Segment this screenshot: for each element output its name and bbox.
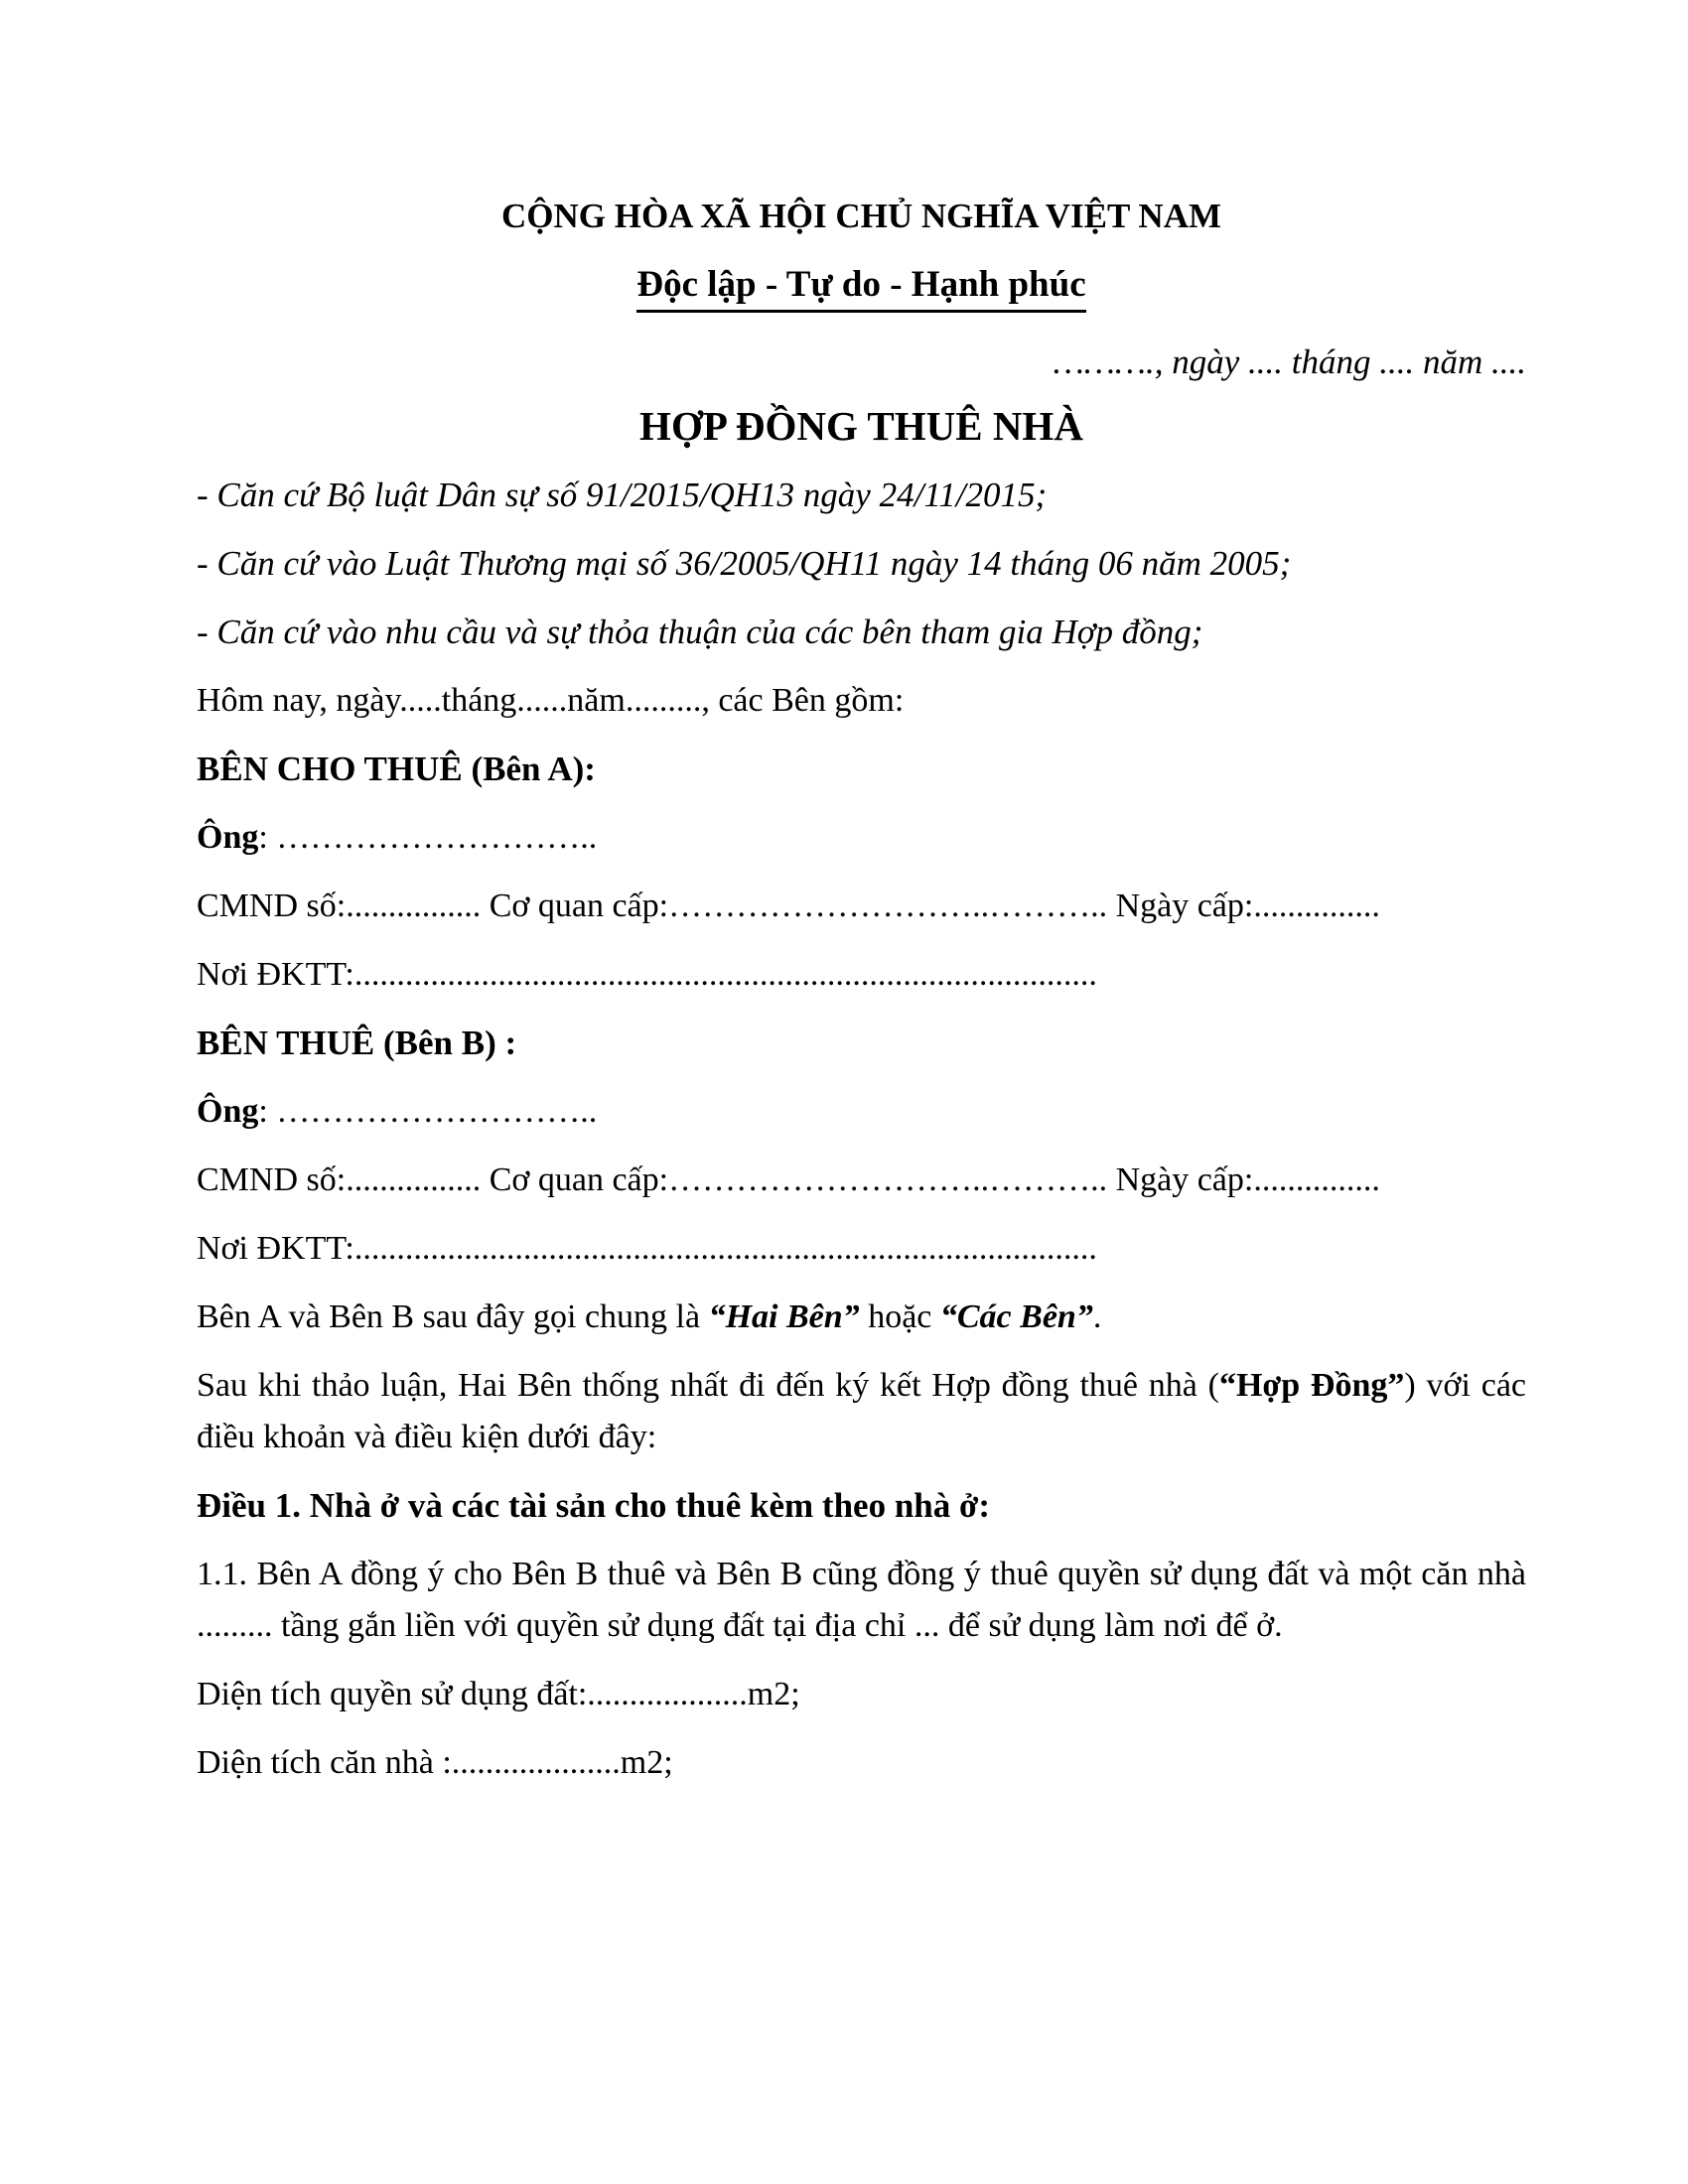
party-b-name-line [197,1086,1526,1138]
article-1-clause-1-1: 1.1. Bên A đồng ý cho Bên B thuê và Bên B cũng đồng ý thuê quyền sử dụng đất và một căn nhà ......... tầng gắn liền với quyền sử dụng đất tại địa chỉ ... để sử dụng làm nơi để ở. [197,1556,1526,1644]
definition-text-3: . [1092,1298,1102,1335]
party-b-name-blank: : ……………………….. [258,1093,598,1130]
intro-date-line: Hôm nay, ngày.....tháng......năm........., các Bên gồm: [197,682,905,719]
national-title: CỘNG HÒA XÃ HỘI CHỦ NGHĨA VIỆT NAM [500,197,1222,235]
motto-line [197,260,1526,313]
agreement-text-2: ) với các điều khoản và điều kiện dưới đây: [197,1367,1526,1455]
date-line: ………., ngày .... tháng .... năm .... [1053,342,1526,381]
agreement-text-1: Sau khi thảo luận, Hai Bên thống nhất đi đến ký kết Hợp đồng thuê nhà ( [197,1367,1219,1404]
definition-cac-ben: “Các Bên” [939,1298,1093,1335]
house-area-line: Diện tích căn nhà :....................m2; [197,1744,673,1781]
document-title: HỢP ĐỒNG THUÊ NHÀ [639,403,1083,449]
parties-definition-line [197,1292,1526,1343]
land-area-line: Diện tích quyền sử dụng đất:...................m2; [197,1676,800,1712]
party-a-residence-line: Nơi ĐKTT:........................................................................................ [197,956,1097,993]
party-a-heading: BÊN CHO THUÊ (Bên A): [197,750,596,788]
party-a-name-line [197,812,1526,864]
party-b-residence-line: Nơi ĐKTT:........................................................................................ [197,1230,1097,1267]
party-a-id-line: CMND số:................ Cơ quan cấp:………………………..……….. Ngày cấp:............... [197,887,1380,924]
party-b-heading: BÊN THUÊ (Bên B) : [197,1024,517,1062]
article-1-heading: Điều 1. Nhà ở và các tài sản cho thuê kèm theo nhà ở: [197,1486,991,1525]
party-b-name-label: Ông [197,1093,259,1130]
agreement-hop-dong: “Hợp Đồng” [1218,1367,1405,1404]
definition-hai-ben: “Hai Bên” [708,1298,860,1335]
agreement-paragraph [197,1360,1526,1463]
party-b-id-line: CMND số:................ Cơ quan cấp:………………………..……….. Ngày cấp:............... [197,1161,1380,1198]
legal-basis-commercial-law: - Căn cứ vào Luật Thương mại số 36/2005/QH11 ngày 14 tháng 06 năm 2005; [197,544,1292,583]
legal-basis-parties-agreement: - Căn cứ vào nhu cầu và sự thỏa thuận của các bên tham gia Hợp đồng; [197,613,1203,651]
definition-text-2: hoặc [859,1298,940,1335]
motto-text: Độc lập - Tự do - Hạnh phúc [636,262,1085,313]
legal-basis-civil-code: - Căn cứ Bộ luật Dân sự số 91/2015/QH13 ngày 24/11/2015; [197,476,1048,514]
party-a-name-blank: : ……………………….. [258,819,598,856]
party-a-name-label: Ông [197,819,259,856]
definition-text-1: Bên A và Bên B sau đây gọi chung là [197,1298,709,1335]
